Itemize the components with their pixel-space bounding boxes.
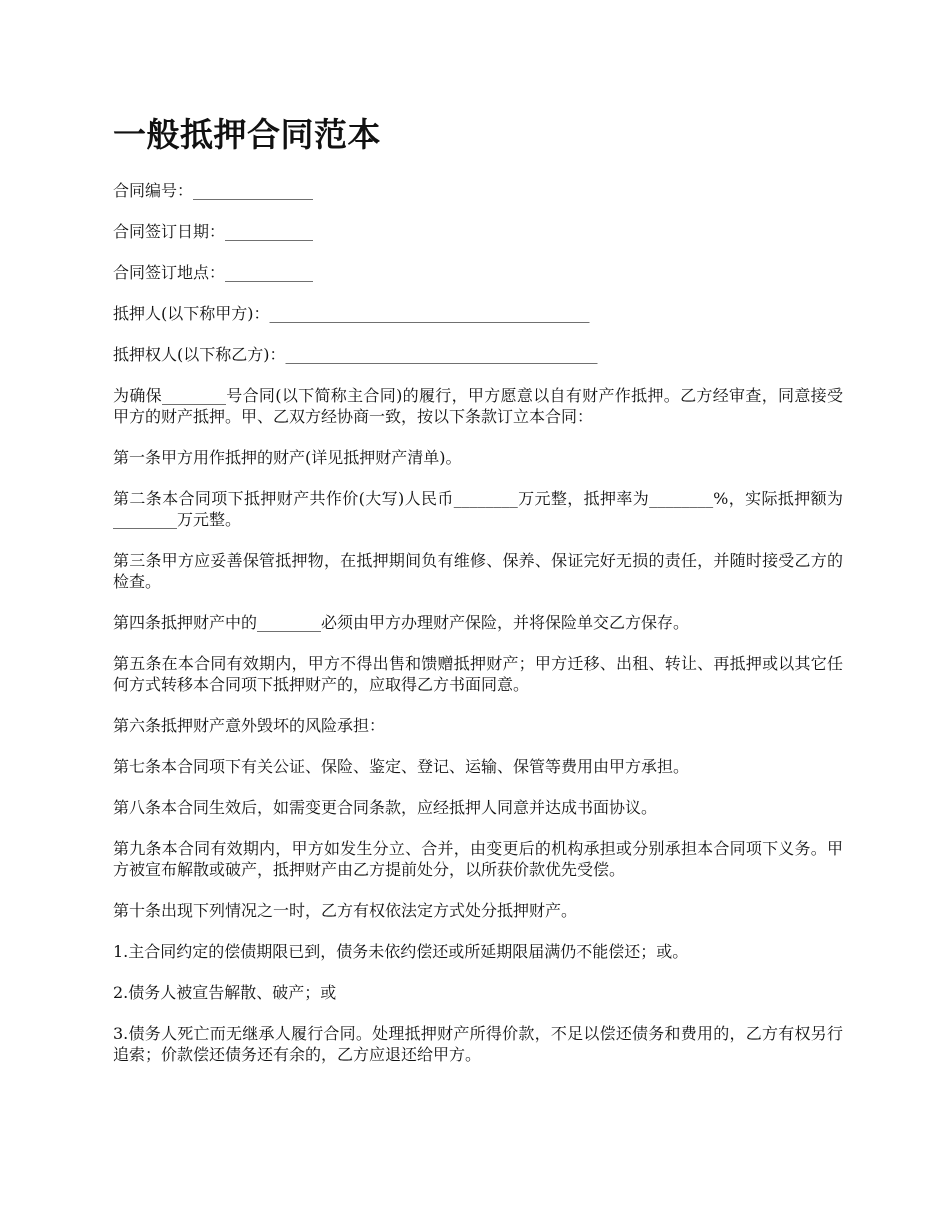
article-6: 第六条抵押财产意外毁坏的风险承担： [113,716,386,735]
document-title: 一般抵押合同范本 [113,115,381,154]
article-2: 第二条本合同项下抵押财产共作价(大写)人民币________万元整，抵押率为________%，实际抵押额为________万元整。 [113,489,843,529]
mortgagee-field: 抵押权人(以下称乙方)：_______________________________________ [113,345,598,364]
article-7: 第七条本合同项下有关公证、保险、鉴定、登记、运输、保管等费用由甲方承担。 [113,757,690,776]
contract-number-field: 合同编号：_______________ [113,181,314,200]
mortgagor-field: 抵押人(以下称甲方)：________________________________________ [113,304,590,323]
preamble-paragraph: 为确保________号合同(以下简称主合同)的履行，甲方愿意以自有财产作抵押。乙方经审查，同意接受甲方的财产抵押。甲、乙双方经协商一致，按以下条款订立本合同： [113,386,843,426]
article-1: 第一条甲方用作抵押的财产(详见抵押财产清单)。 [113,448,462,467]
article-4: 第四条抵押财产中的________必须由甲方办理财产保险，并将保险单交乙方保存。 [113,613,690,632]
clause-item-1: 1.主合同约定的偿债期限已到，债务未依约偿还或所延期限届满仍不能偿还；或。 [113,942,689,961]
article-10: 第十条出现下列情况之一时，乙方有权依法定方式处分抵押财产。 [113,901,578,920]
article-8: 第八条本合同生效后，如需变更合同条款，应经抵押人同意并达成书面协议。 [113,798,658,817]
article-3: 第三条甲方应妥善保管抵押物，在抵押期间负有维修、保养、保证完好无损的责任，并随时接受乙方的检查。 [113,551,843,591]
article-5: 第五条在本合同有效期内，甲方不得出售和馈赠抵押财产；甲方迁移、出租、转让、再抵押或以其它任何方式转移本合同项下抵押财产的，应取得乙方书面同意。 [113,654,843,694]
article-9: 第九条本合同有效期内，甲方如发生分立、合并，由变更后的机构承担或分别承担本合同项下义务。甲方被宣布解散或破产，抵押财产由乙方提前处分，以所获价款优先受偿。 [113,839,843,879]
signing-date-field: 合同签订日期：___________ [113,222,314,241]
clause-item-2: 2.债务人被宣告解散、破产；或 [113,983,337,1002]
document-page [113,110,843,1085]
clause-item-3: 3.债务人死亡而无继承人履行合同。处理抵押财产所得价款，不足以偿还债务和费用的，乙方有权另行追索；价款偿还债务还有余的，乙方应退还给甲方。 [113,1024,843,1064]
signing-place-field: 合同签订地点：___________ [113,263,314,282]
